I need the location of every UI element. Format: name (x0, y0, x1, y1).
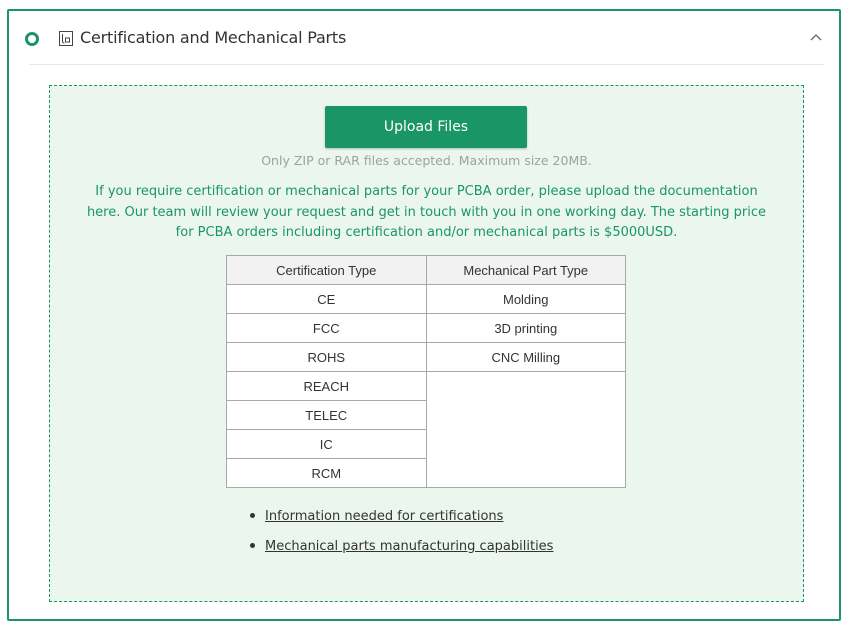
section-header[interactable] (9, 11, 839, 65)
table-row (227, 343, 626, 372)
list-item (250, 539, 553, 555)
table-row (227, 285, 626, 314)
table-row (227, 314, 626, 343)
chevron-up-icon[interactable] (809, 31, 823, 43)
table-header-row (227, 256, 626, 285)
certification-cell: REACH (227, 372, 427, 401)
upload-hint: Only ZIP or RAR files accepted. Maximum size 20MB. (261, 153, 592, 168)
upload-info-text: If you require certification or mechanical parts for your PCBA order, please upload the documentation here. Our team will review your request and get in touch with you in one working day. The starting price for PCBA orders including certification and/or mechanical parts is $5000USD. (86, 184, 767, 240)
upload-dropzone[interactable] (49, 85, 804, 602)
upload-files-button[interactable]: Upload Files (325, 106, 527, 148)
certification-parts-table (226, 255, 626, 488)
certification-cell: FCC (227, 314, 427, 343)
mechanical-capabilities-link[interactable]: Mechanical parts manufacturing capabilities (265, 539, 554, 554)
list-item (250, 509, 553, 525)
table-row (227, 372, 626, 401)
bullet-icon (250, 513, 255, 518)
certification-cell: TELEC (227, 401, 427, 430)
certification-info-link[interactable]: Information needed for certifications (265, 509, 504, 524)
mechanical-cell: CNC Milling (426, 343, 626, 372)
column-header-certification: Certification Type (227, 256, 427, 285)
section-title: Certification and Mechanical Parts (80, 28, 347, 47)
radio-selected-icon[interactable] (25, 32, 39, 46)
mechanical-cell: 3D printing (426, 314, 626, 343)
mechanical-cell: Molding (426, 285, 626, 314)
certification-cell: RCM (227, 459, 427, 488)
header-divider (29, 64, 824, 65)
mechanical-empty-cell (426, 372, 626, 488)
certification-section-panel (7, 9, 841, 621)
certification-cell: CE (227, 285, 427, 314)
document-icon (59, 31, 73, 46)
help-links-list (250, 509, 553, 569)
certification-cell: IC (227, 430, 427, 459)
bullet-icon (250, 543, 255, 548)
column-header-mechanical: Mechanical Part Type (426, 256, 626, 285)
certification-cell: ROHS (227, 343, 427, 372)
